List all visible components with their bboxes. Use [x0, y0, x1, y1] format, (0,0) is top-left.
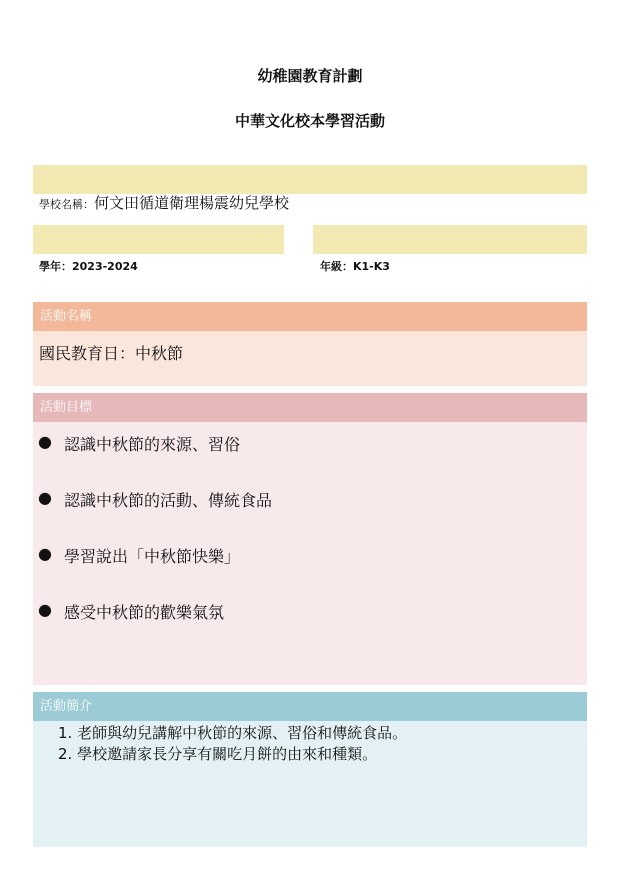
goal-text: 感受中秋節的歡樂氣氛	[64, 603, 225, 622]
activity-goals-body	[33, 422, 587, 685]
bullet-icon: ●	[38, 600, 52, 619]
activity-intro-body	[33, 721, 587, 847]
document-subtitle: 中華文化校本學習活動	[234, 112, 385, 130]
goal-text: 認識中秋節的來源、習俗	[64, 435, 241, 454]
school-year-label: 學年：	[39, 260, 72, 273]
intro-item: 1. 老師與幼兒講解中秋節的來源、習俗和傳統食品。	[58, 724, 408, 742]
activity-name-section	[33, 302, 587, 386]
activity-name-header: 活動名稱	[33, 302, 587, 331]
goal-text: 學習說出「中秋節快樂」	[64, 547, 241, 566]
school-name-field	[39, 192, 289, 213]
activity-intro-header: 活動簡介	[33, 692, 587, 721]
school-name-field-bar	[33, 165, 587, 194]
bullet-icon: ●	[38, 544, 52, 563]
activity-intro-section	[33, 692, 587, 847]
intro-item: 2. 學校邀請家長分享有關吃月餅的由來和種類。	[58, 745, 378, 763]
school-year-field-bar	[33, 225, 284, 254]
grade-field-bar	[313, 225, 587, 254]
document-title: 幼稚園教育計劃	[257, 67, 363, 85]
bullet-icon: ●	[38, 488, 52, 507]
goal-text: 認識中秋節的活動、傳統食品	[64, 491, 273, 510]
grade-value: K1-K3	[353, 260, 390, 273]
grade-label: 年級：	[320, 260, 353, 273]
school-year-field	[39, 258, 138, 274]
school-name-label: 學校名稱：	[39, 198, 94, 211]
activity-name-body	[33, 331, 587, 386]
grade-field	[320, 258, 390, 274]
activity-goals-header: 活動目標	[33, 393, 587, 422]
activity-name-value: 國民教育日：中秋節	[39, 344, 184, 363]
school-year-value: 2023-2024	[72, 260, 138, 273]
school-name-value: 何文田循道衛理楊震幼兒學校	[94, 194, 290, 212]
activity-goals-section	[33, 393, 587, 685]
bullet-icon: ●	[38, 432, 52, 451]
